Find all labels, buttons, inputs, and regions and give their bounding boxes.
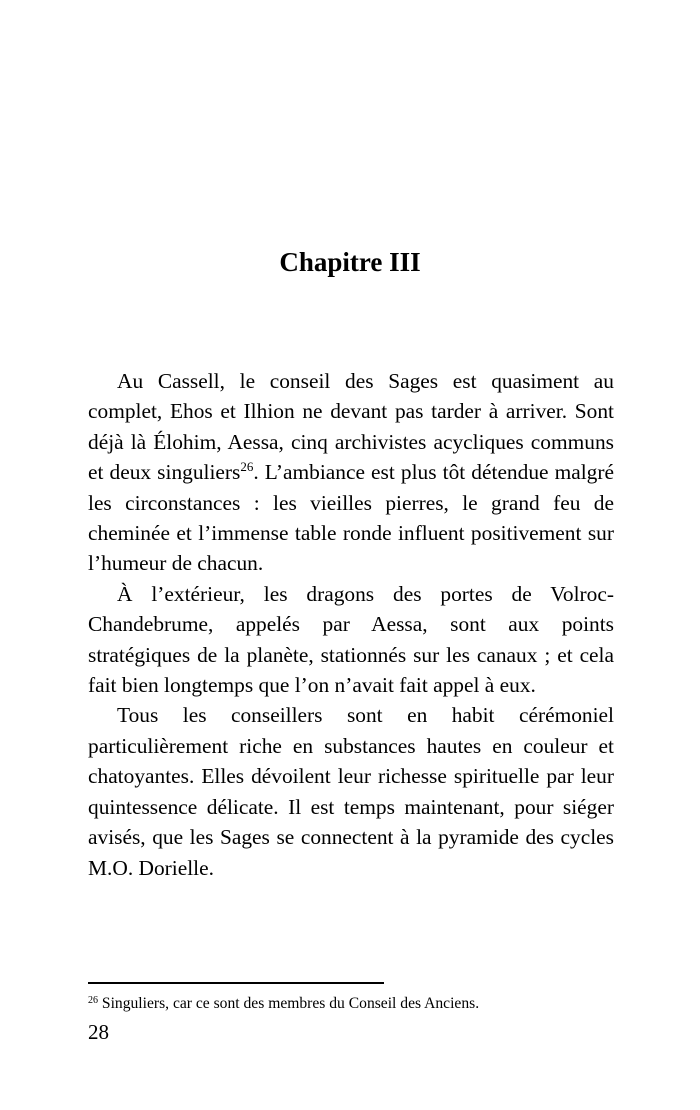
paragraph-1-text: Au Cassell, le conseil des Sages est quasiment au complet, Ehos et Ilhion ne devant pas tarder à arriver. Sont déjà là Élohim, Aessa, cinq archivistes acycliques communs et deux singuliers [88,369,614,485]
footnote [88,993,648,1015]
paragraph-3: Tous les conseillers sont en habit cérémoniel particulièrement riche en substances hautes en couleur et chatoyantes. Elles dévoilent leur richesse spirituelle par leur quintessence délicate. Il est temps maintenant, pour siéger avisés, que les Sages se connectent à la pyramide des cycles M.O. Dorielle. [88,703,614,880]
paragraph-2: À l’extérieur, les dragons des portes de Volroc-Chandebrume, appelés par Aessa, sont aux points stratégiques de la planète, stationnés sur les canaux ; et cela fait bien longtemps que l’on n’avait fait appel à eux. [88,581,614,698]
paragraph-1-text-continued: . L’ambiance est plus tôt détendue malgré les circonstances : les vieilles pierres, le grand feu de cheminée et l’immense table ronde influent positivement sur l’humeur de chacun. [88,460,614,576]
footnote-text: Singuliers, car ce sont des membres du Conseil des Anciens. [98,995,480,1012]
chapter-body [88,366,614,883]
page-number: 28 [88,1020,109,1044]
paragraph-1 [88,366,614,579]
chapter-title: Chapitre III [279,247,421,277]
footnote-number: 26 [88,995,98,1006]
footnote-divider [88,982,384,984]
footnote-reference: 26 [240,459,254,475]
